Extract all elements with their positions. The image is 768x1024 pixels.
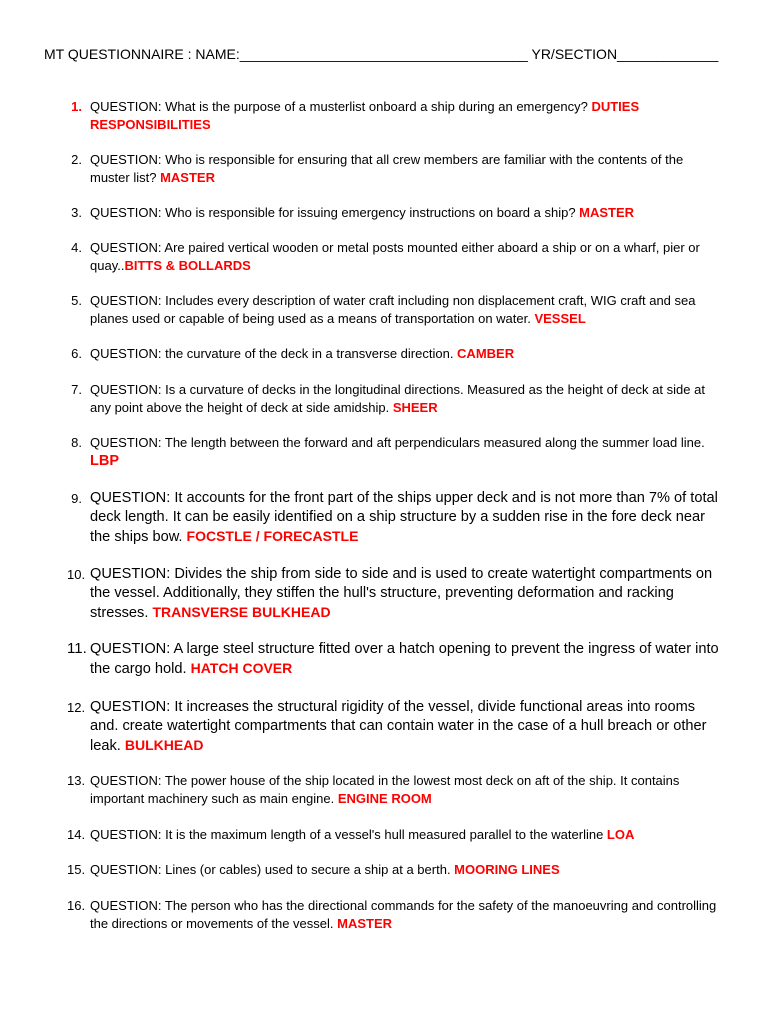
question-text: QUESTION: Is a curvature of decks in the longitudinal directions. Measured as the height of deck at side at any point above the height of deck at side amidship. SHEER — [90, 382, 705, 415]
question-text: QUESTION: Are paired vertical wooden or metal posts mounted either aboard a ship or on a wharf, pier or quay..BITTS & BOLLARDS — [90, 240, 700, 273]
question-number: 10. — [67, 567, 86, 582]
question-number: 15. — [67, 862, 86, 877]
answer-text: MOORING LINES — [454, 862, 560, 877]
answer-text: ENGINE ROOM — [337, 791, 432, 806]
answer-text: BITTS & BOLLARDS — [124, 258, 251, 273]
question-number: 2. — [71, 152, 82, 167]
question-text: QUESTION: The person who has the directional commands for the safety of the manoeuvring and controlling the directions or movements of the vessel. MASTER — [90, 898, 717, 931]
answer-text: MASTER — [579, 205, 635, 220]
question-number: 11. — [67, 640, 87, 657]
question-text: QUESTION: A large steel structure fitted over a hatch opening to prevent the ingress of water into the cargo hold. HATCH COVER — [90, 641, 719, 677]
answer-text: BULKHEAD — [124, 737, 204, 753]
question-number: 16. — [67, 898, 86, 913]
question-text: QUESTION: The power house of the ship located in the lowest most deck on aft of the ship. It contains important machinery such as main engine. ENGINE ROOM — [90, 773, 680, 806]
question-number: 7. — [71, 382, 82, 397]
question-text: QUESTION: It accounts for the front part of the ships upper deck and is not more than 7% of total deck length. It can be easily identified on a ship structure by a sudden rise in the fore deck near the ships bow. FOCSTLE / FORECASTLE — [90, 490, 718, 545]
answer-text: MASTER — [337, 916, 393, 931]
question-text: QUESTION: the curvature of the deck in a transverse direction. CAMBER — [90, 346, 515, 361]
question-number: 8. — [71, 435, 82, 450]
question-number: 13. — [67, 773, 86, 788]
answer-text: DUTIES RESPONSIBILITIES — [90, 99, 640, 132]
question-number: 6. — [71, 346, 82, 361]
question-number: 1. — [71, 99, 82, 114]
answer-text: LOA — [606, 827, 635, 842]
question-number: 3. — [71, 205, 82, 220]
answer-text: VESSEL — [534, 311, 586, 326]
question-number: 12. — [67, 700, 86, 715]
question-number: 9. — [71, 491, 82, 506]
answer-text: MASTER — [160, 170, 215, 185]
question-text: QUESTION: Includes every description of water craft including non displacement craft, WIG craft and sea planes used or capable of being used as a means of transportation on water. VESSEL — [90, 293, 696, 326]
question-text: QUESTION: What is the purpose of a musterlist onboard a ship during an emergency? DUTIES RESPONSIBILITIES — [90, 99, 640, 132]
answer-text: TRANSVERSE BULKHEAD — [152, 604, 331, 620]
answer-text: CAMBER — [457, 346, 515, 361]
question-text: QUESTION: It is the maximum length of a vessel's hull measured parallel to the waterline LOA — [90, 827, 635, 842]
question-number: 14. — [67, 827, 86, 842]
answer-text: LBP — [90, 453, 119, 469]
answer-text: SHEER — [392, 400, 438, 415]
question-text: QUESTION: Lines (or cables) used to secure a ship at a berth. MOORING LINES — [90, 862, 560, 877]
question-number: 4. — [71, 240, 82, 255]
answer-text: HATCH COVER — [190, 660, 293, 676]
questionnaire-header: MT QUESTIONNAIRE : NAME:_____________________________________ YR/SECTION_____________ — [44, 46, 719, 62]
question-text: QUESTION: It increases the structural rigidity of the vessel, divide functional areas into rooms and. create watertight compartments that can contain water in the case of a hull breach or other leak. BULKHEAD — [90, 699, 707, 754]
question-text: QUESTION: Divides the ship from side to side and is used to create watertight compartments on the vessel. Additionally, they stiffen the hull's structure, preventing deformation and racking stresses. TRANSVERSE BULKHEAD — [90, 566, 713, 621]
answer-text: FOCSTLE / FORECASTLE — [186, 528, 359, 544]
question-text: QUESTION: The length between the forward and aft perpendiculars measured along the summer load line. LBP — [90, 435, 705, 469]
question-text: QUESTION: Who is responsible for issuing emergency instructions on board a ship? MASTER — [90, 205, 635, 220]
question-number: 5. — [71, 293, 82, 308]
question-text: QUESTION: Who is responsible for ensuring that all crew members are familiar with the contents of the muster list? MASTER — [90, 152, 684, 185]
